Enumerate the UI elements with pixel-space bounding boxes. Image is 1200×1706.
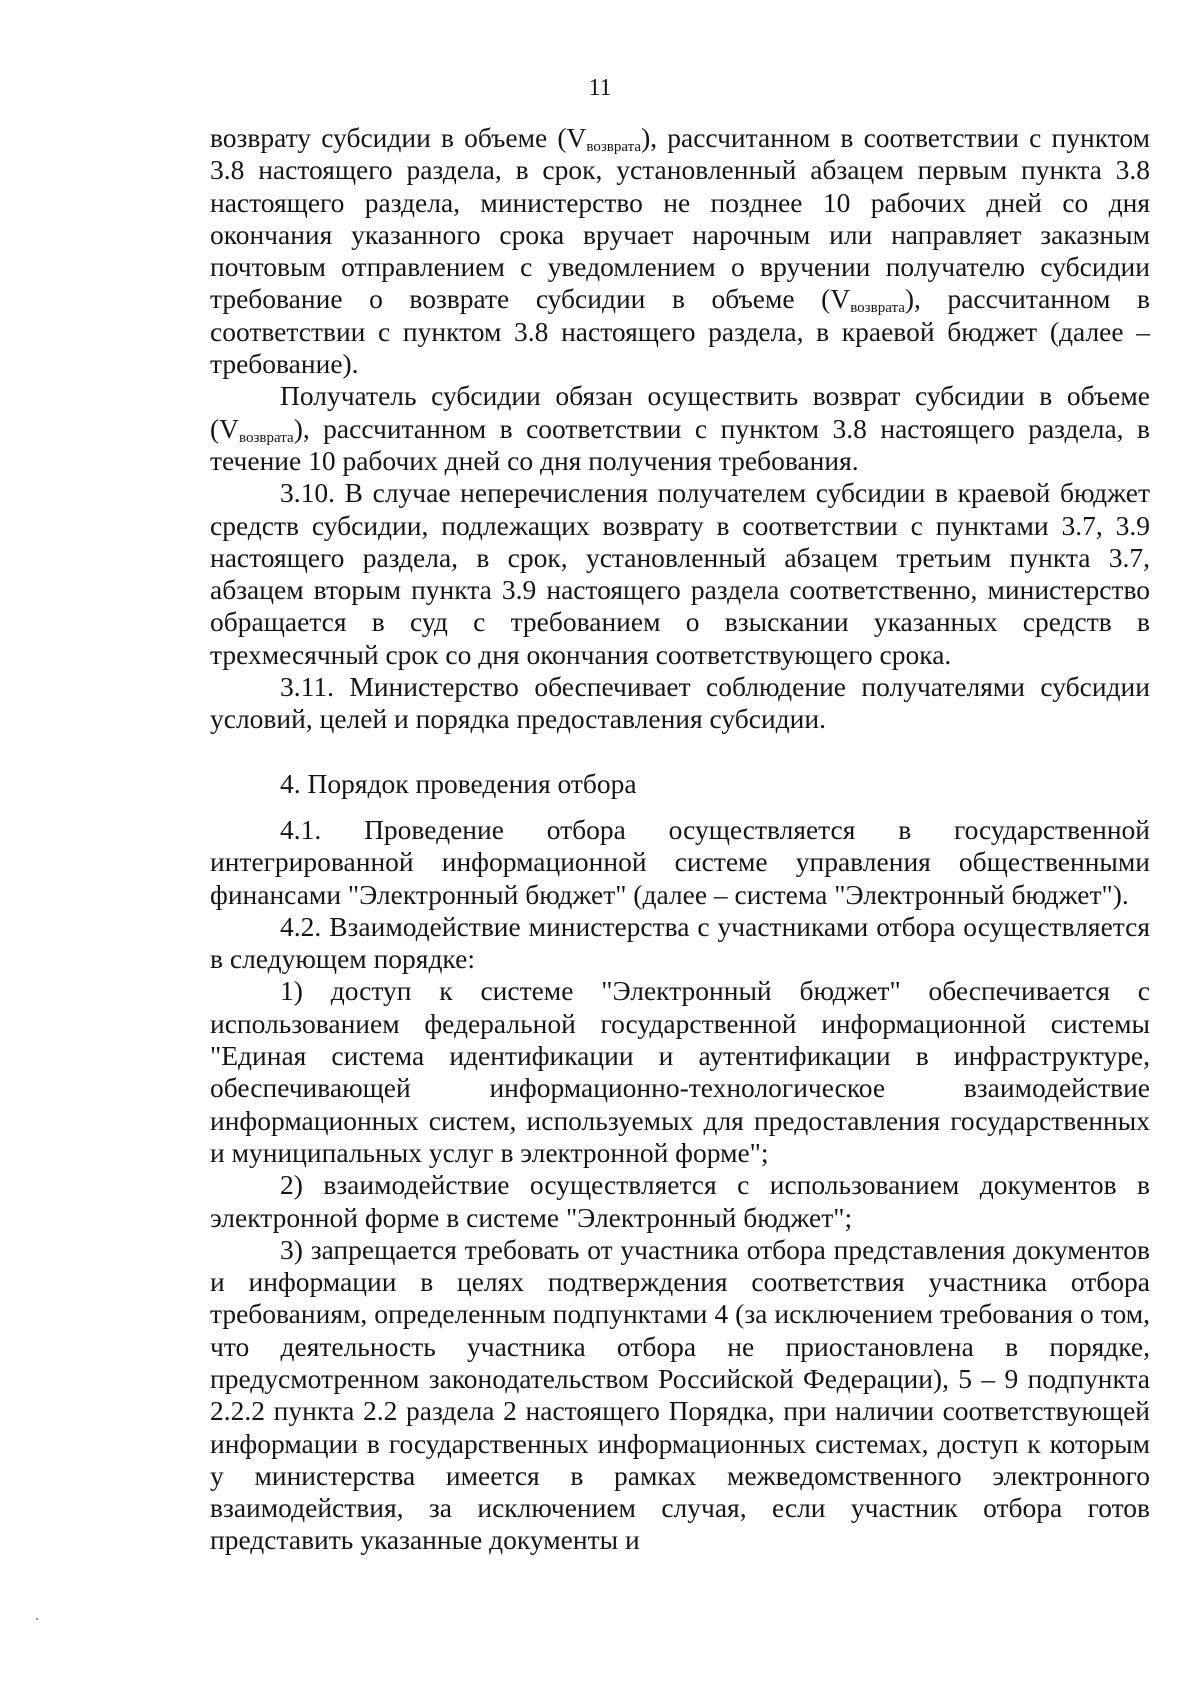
- subscript-vozvrata: возврата: [586, 139, 642, 155]
- text-fragment: ), рассчитанном в соответствии с пунктом 3.8 настоящего раздела, в течение 10 рабочих дней со дня получения требования.: [210, 412, 1150, 476]
- list-item-1: 1) доступ к системе "Электронный бюджет" обеспечивается с использованием федеральной государственной информационной системы "Единая система идентификации и аутентификации в инфраструктуре, обеспечивающей информационно-технологическое взаимодействие информационных систем, используемых для предоставления государственных и муниципальных услуг в электронной форме";: [210, 975, 1150, 1168]
- paragraph-refund-requirement: [210, 122, 1150, 380]
- subscript-vozvrata: возврата: [850, 300, 905, 317]
- text-fragment: ), рассчитанном в соответствии с пунктом 3.8 настоящего раздела, в срок, установленный абзацем первым пункта 3.8 настоящего раздела, министерство не позднее 10 рабочих дней со дня окончания указанного срока вручает нарочным или направляет заказным почтовым отправлением с уведомлением о вручении получателю субсидии требование о возврате субсидии в объеме (V: [210, 122, 1150, 315]
- page-number: 11: [588, 75, 612, 101]
- list-item-2: 2) взаимодействие осуществляется с использованием документов в электронной форме в системе "Электронный бюджет";: [210, 1169, 1150, 1233]
- subscript-vozvrata: возврата: [239, 429, 294, 446]
- paragraph-3-11: 3.11. Министерство обеспечивает соблюдение получателями субсидии условий, целей и порядка предоставления субсидии.: [210, 671, 1150, 735]
- scan-speck: [36, 1618, 38, 1620]
- paragraph-4-1: 4.1. Проведение отбора осуществляется в государственной интегрированной информационной системе управления общественными финансами "Электронный бюджет" (далее – система "Электронный бюджет").: [210, 813, 1150, 910]
- document-body: [210, 122, 1150, 1557]
- paragraph-recipient-obligation: [210, 380, 1150, 477]
- text-fragment: Получатель субсидии обязан осуществить возврат субсидии в объеме (V: [210, 380, 1150, 444]
- paragraph-3-10: 3.10. В случае неперечисления получателем субсидии в краевой бюджет средств субсидии, подлежащих возврату в соответствии с пунктами 3.7, 3.9 настоящего раздела, в срок, установленный абзацем третьим пункта 3.7, абзацем вторым пункта 3.9 настоящего раздела соответственно, министерство обращается в суд с требованием о взыскании указанных средств в трехмесячный срок со дня окончания соответствующего срока.: [210, 477, 1150, 670]
- paragraph-4-2: 4.2. Взаимодействие министерства с участниками отбора осуществляется в следующем порядке:: [210, 910, 1150, 975]
- text-fragment: возврату субсидии в объеме (V: [210, 122, 587, 153]
- text-fragment: ), рассчитанном в соответствии с пунктом 3.8 настоящего раздела, в краевой бюджет (далее – требование).: [210, 283, 1150, 380]
- list-item-3: 3) запрещается требовать от участника отбора представления документов и информации в целях подтверждения соответствия участника отбора требованиям, определенным подпунктами 4 (за исключением требования о том, что деятельность участника отбора не приостановлена в порядке, предусмотренном законодательством Российской Федерации), 5 – 9 подпункта 2.2.2 пункта 2.2 раздела 2 настоящего Порядка, при наличии соответствующей информации в государственных информационных системах, доступ к которым у министерства имеется в рамках межведомственного электронного взаимодействия, за исключением случая, если участник отбора готов представить указанные документы и: [210, 1233, 1150, 1556]
- section-heading: 4. Порядок проведения отбора: [280, 767, 637, 799]
